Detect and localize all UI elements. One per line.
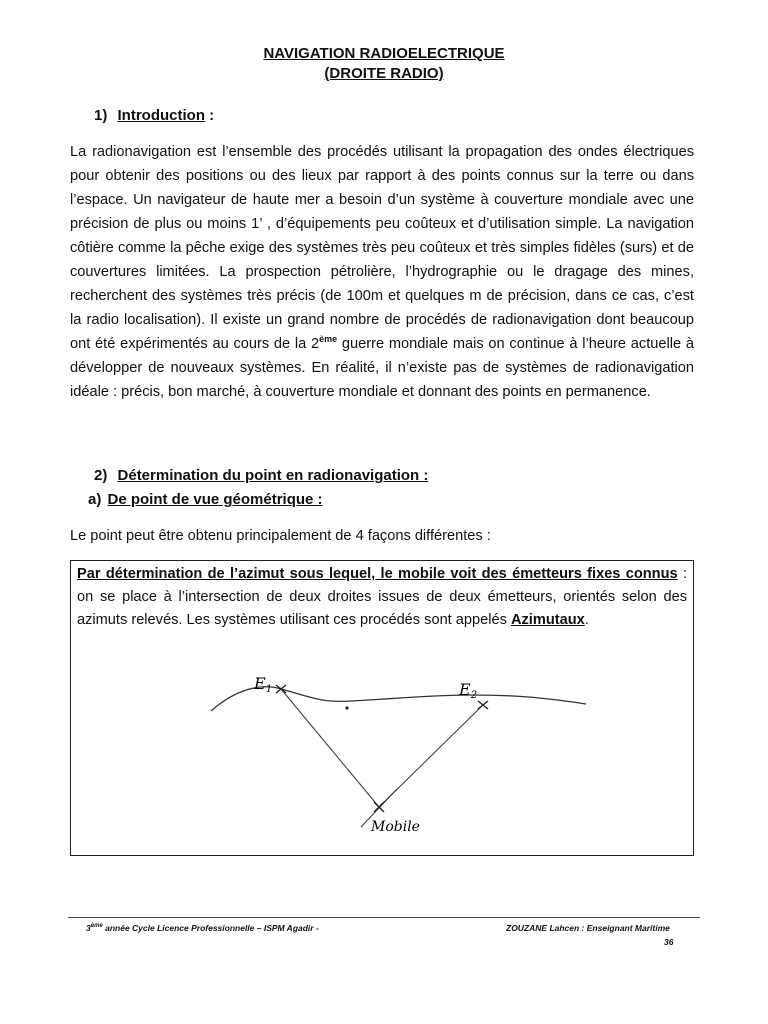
emitter-2-marker-icon — [478, 701, 488, 709]
label-mobile: Mobile — [371, 819, 420, 835]
page-number: 36 — [664, 937, 674, 947]
section-1-heading — [94, 106, 214, 126]
section-2-number: 2) — [94, 467, 108, 484]
lead-text: Le point peut être obtenu principalement de 4 façons différentes : — [70, 528, 491, 544]
label-e1: E1 — [254, 674, 273, 695]
label-e2: E2 — [459, 680, 478, 701]
footer-course: 3ème année Cycle Licence Professionnelle – ISPM Agadir - — [86, 923, 319, 933]
emitter-1-marker-icon — [276, 685, 286, 693]
document-title — [0, 44, 768, 84]
box-bold-lead: Par détermination de l’azimut sous lequel, le mobile voit des émetteurs fixes connus — [77, 566, 678, 582]
azimuth-method-box — [70, 560, 694, 856]
subsection-a-number: a) — [88, 491, 102, 508]
bearing-line-1 — [281, 689, 379, 807]
section-1-colon: : — [205, 107, 215, 124]
section-1-title: Introduction — [117, 107, 205, 124]
section-2-title: Détermination du point en radionavigation : — [117, 467, 429, 484]
intro-paragraph — [70, 140, 694, 404]
intro-text-part-1: La radionavigation est l’ensemble des procédés utilisant la propagation des ondes électriques pour obtenir des positions ou des lieux par rapport à des points connus sur la terre ou dans l’espace. Un navigateur de haute mer a besoin d’un système à couverture mondiale avec une précision de plus ou moins 1’ , d’équipements peu coûteux et d’utilisation simple. La navigation côtière comme la pêche exige des systèmes très peu coûteux et très simples fidèles (surs) et de couvertures limitées. La prospection pétrolière, l’hydrographie ou le dragage des mines, recherchent des systèmes très précis (de 100m et quelques m de précision, dans ce cas, c’est la radio localisation). Il existe un grand nombre de procédés de radionavigation dont beaucoup ont été expérimentés au cours de la 2 — [70, 144, 694, 352]
curve-dot — [345, 706, 348, 709]
box-term: Azimutaux — [510, 612, 585, 628]
footer-author: ZOUZANE Lahcen : Enseignant Maritime — [506, 923, 670, 933]
footer-divider — [68, 917, 700, 918]
subsection-a-heading — [88, 490, 323, 510]
box-text-end: . — [584, 612, 589, 628]
intro-text-part-2: guerre mondiale mais on continue à l’heure actuelle à développer de nouveaux systèmes. En réalité, il n’existe pas de systèmes de radionavigation idéale : précis, bon marché, à couverture mondiale et donnant des points en permanence. — [70, 336, 694, 400]
title-line-2: (DROITE RADIO) — [324, 65, 444, 82]
box-text-middle: : on se place à l’intersection de deux droites issues de deux émetteurs, orientés selon des azimuts relevés. Les systèmes utilisant ces procédés sont appelés — [77, 566, 688, 628]
intro-superscript: ème — [319, 334, 338, 345]
subsection-a-title: De point de vue géométrique : — [107, 491, 323, 508]
section-2-heading — [94, 466, 428, 486]
section-1-number: 1) — [94, 107, 108, 124]
azimuth-sketch — [71, 561, 695, 857]
mobile-marker-icon — [374, 802, 384, 812]
title-line-1: NAVIGATION RADIOELECTRIQUE — [263, 45, 505, 62]
